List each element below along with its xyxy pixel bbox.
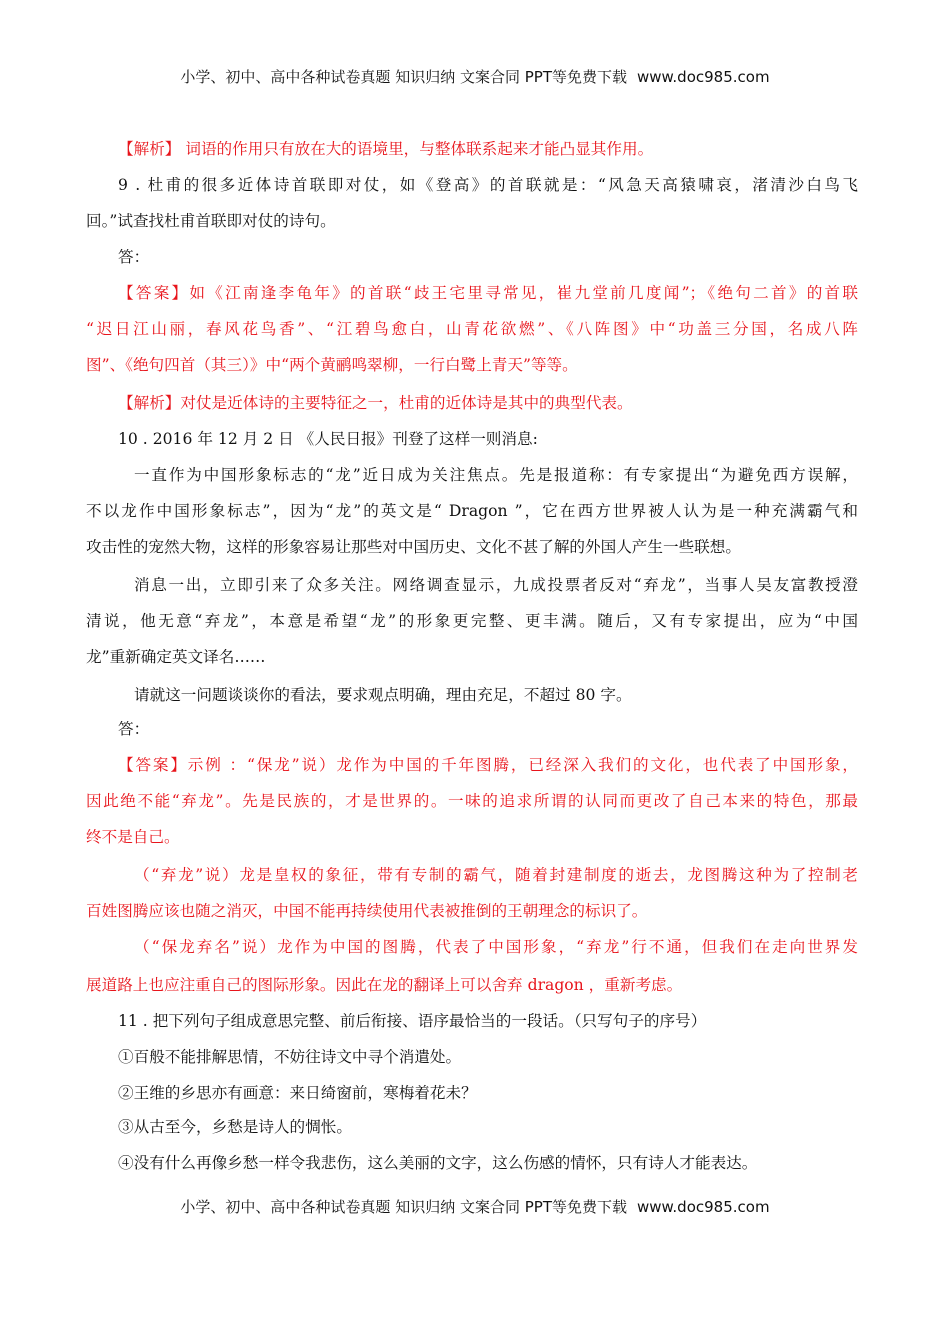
footer-url[interactable]: www.doc985.com	[636, 1198, 770, 1216]
question-9-response: 答：	[118, 248, 150, 266]
question-10-line-1: 10 . 2016 年 12 月 2 日 《人民日报》刊登了这样一则消息:	[118, 430, 538, 448]
q10-answer-a-line-1	[118, 755, 858, 775]
q10-answer-a-line-2: 因此绝不能“弃龙”。先是民族的，才是世界的。一味的追求所谓的认同而更改了自己本来的特色，那最	[86, 792, 858, 810]
q10-answer-c-line-2: 展道路上也应注重自己的图际形象。因此在龙的翻译上可以舍弃 dragon ，重新考虑。	[86, 976, 683, 994]
analysis-tag: 【解析】	[118, 140, 181, 158]
header-url[interactable]: www.doc985.com	[636, 68, 770, 86]
question-9-line-2: 回。”试查找杜甫首联即对仗的诗句。	[86, 212, 336, 230]
q10-para1-line-1: 一直作为中国形象标志的“龙”近日成为关注焦点。先是报道称：有专家提出“为避免西方误解，	[134, 466, 858, 484]
q11-item-4: ④没有什么再像乡愁一样令我悲伤，这么美丽的文字，这么伤感的情怀，只有诗人才能表达。	[118, 1154, 758, 1172]
question-9-analysis	[118, 393, 858, 413]
page-header	[0, 66, 950, 87]
answer-text: 示例 ：“保龙”说）龙作为中国的千年图腾，已经深入我们的文化，也代表了中国形象，	[187, 756, 858, 774]
analysis-8	[118, 139, 858, 159]
analysis-text: 对仗是近体诗的主要特征之一，杜甫的近体诗是其中的典型代表。	[180, 394, 633, 412]
analysis-tag: 【解析】	[118, 394, 181, 412]
q10-response: 答：	[118, 720, 150, 738]
q10-para1-line-3: 攻击性的宠然大物，这样的形象容易让那些对中国历史、文化不甚了解的外国人产生一些联想。	[86, 538, 741, 556]
footer-text: 小学、初中、高中各种试卷真题 知识归纳 文案合同 PPT等免费下载	[180, 1198, 627, 1216]
answer-tag: 【答案】	[118, 756, 188, 774]
q10-para2-line-2: 清说，他无意“弃龙”，本意是希望“龙”的形象更完整、更丰满。随后，又有专家提出，应为“中国	[86, 612, 858, 630]
q10-answer-c-line-1: （“保龙弃名”说）龙作为中国的图腾，代表了中国形象，“弃龙”行不通，但我们在走向世界发	[134, 938, 858, 956]
question-9-answer-line-1	[118, 283, 858, 303]
question-11-line-1: 11 . 把下列句子组成意思完整、前后衔接、语序最恰当的一段话。（只写句子的序号）	[118, 1012, 707, 1030]
question-9-answer-line-2: “迟日江山丽，春风花鸟香”、“江碧鸟愈白，山青花欲燃”、《八阵图》中“功盖三分国，名成八阵	[86, 320, 858, 338]
answer-text: 如《江南逢李龟年》的首联“歧王宅里寻常见，崔九堂前几度闻”；《绝句二首》的首联	[189, 284, 858, 302]
header-text: 小学、初中、高中各种试卷真题 知识归纳 文案合同 PPT等免费下载	[180, 68, 627, 86]
analysis-8-text: 词语的作用只有放在大的语境里，与整体联系起来才能凸显其作用。	[180, 140, 654, 158]
page-footer	[0, 1196, 950, 1217]
q10-para2-line-3: 龙”重新确定英文译名……	[86, 648, 266, 666]
q10-answer-a-line-3: 终不是自己。	[86, 828, 180, 846]
q11-item-2: ②王维的乡思亦有画意：来日绮窗前，寒梅着花未？	[118, 1084, 477, 1102]
question-9-line-1: 9 . 杜甫的很多近体诗首联即对仗，如《登高》的首联就是：“风急天高猿啸哀，渚清沙白鸟飞	[118, 176, 858, 194]
q10-answer-b-line-1: （“弃龙”说）龙是皇权的象征，带有专制的霸气，随着封建制度的逝去，龙图腾这种为了控制老	[134, 866, 858, 884]
q11-item-3: ③从古至今，乡愁是诗人的惆怅。	[118, 1118, 352, 1136]
q11-item-1: ①百般不能排解思情，不妨往诗文中寻个消遣处。	[118, 1048, 462, 1066]
q10-prompt: 请就这一问题谈谈你的看法，要求观点明确，理由充足，不超过 80 字。	[134, 686, 632, 704]
answer-tag: 【答案】	[118, 284, 190, 302]
q10-para1-line-2: 不以龙作中国形象标志”，因为“龙”的英文是“ Dragon ”，它在西方世界被人认为是一种充满霸气和	[86, 502, 858, 520]
question-9-answer-line-3: 图”、《绝句四首（其三）》中“两个黄鹂鸣翠柳，一行白鹭上青天”等等。	[86, 356, 578, 374]
q10-para2-line-1: 消息一出，立即引来了众多关注。网络调查显示，九成投票者反对“弃龙”，当事人吴友富教授澄	[134, 576, 858, 594]
q10-answer-b-line-2: 百姓图腾应该也随之消灭，中国不能再持续使用代表被推倒的王朝理念的标识了。	[86, 902, 648, 920]
